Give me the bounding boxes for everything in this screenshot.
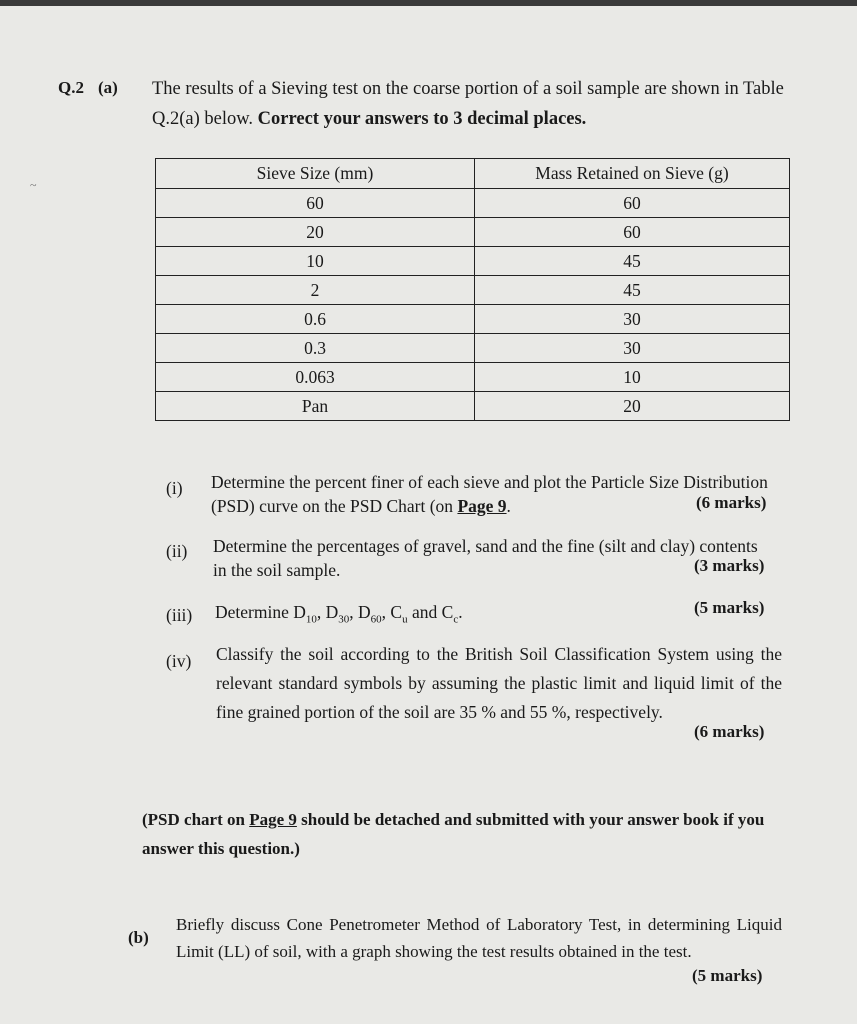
subquestion-iii-text: Determine $D_{10}$, $D_{30}$, $D_{60}$, $C_u$ and $C_c$.	[215, 602, 463, 626]
psd-chart-note	[142, 805, 792, 863]
table-row	[156, 247, 790, 276]
subquestion-i-number: (i)	[166, 478, 183, 498]
subquestion-i-end: .	[506, 496, 511, 516]
mass-cell: 20	[475, 392, 790, 421]
subquestion-iv-marks: (6 marks)	[694, 722, 765, 741]
d30-symbol: $D_{30}$,	[325, 602, 354, 626]
intro-text: The results of a Sieving test on the coarse portion of a soil sample are shown in Table Q.2(a) below.	[152, 79, 784, 129]
mass-cell: 30	[475, 334, 790, 363]
d10-symbol: $D_{10}$,	[293, 602, 322, 626]
sieve-size-cell: 0.063	[156, 363, 475, 392]
sieve-size-cell: 2	[156, 276, 475, 305]
subquestion-iv-text: Classify the soil according to the British Soil Classification System using the relevant standard symbols by assuming the plastic limit and liquid limit of the fine grained portion of the soil are 35 % and 55 %, respectively.	[216, 644, 782, 722]
subquestion-ii-marks: (3 marks)	[694, 556, 765, 575]
mass-cell: 45	[475, 247, 790, 276]
subquestion-ii-text: Determine the percentages of gravel, sand and the fine (silt and clay) contents in the soil sample.	[213, 536, 758, 580]
sieve-size-cell: 0.6	[156, 305, 475, 334]
table-row	[156, 218, 790, 247]
cu-symbol: $C_u$	[390, 602, 408, 626]
sieve-size-cell: 0.3	[156, 334, 475, 363]
top-edge	[0, 0, 857, 6]
subquestion-i-marks: (6 marks)	[696, 493, 767, 512]
note-suffix: should be detached and submitted with your answer book if you answer this question.)	[142, 810, 765, 858]
table-row	[156, 305, 790, 334]
sieve-size-cell: 10	[156, 247, 475, 276]
question-intro	[152, 74, 812, 134]
part-b-marks: (5 marks)	[692, 966, 763, 985]
question-number: Q.2	[58, 78, 84, 97]
subquestion-i-body: Determine the percent finer of each sieve and plot the Particle Size Distribution (PSD) curve on the PSD Chart (on	[211, 472, 768, 516]
sieve-size-cell: Pan	[156, 392, 475, 421]
subquestion-iv-number: (iv)	[166, 651, 192, 671]
sieve-table	[155, 158, 790, 421]
subquestion-ii-number: (ii)	[166, 541, 188, 561]
note-page-link: Page 9	[249, 810, 297, 829]
table-row	[156, 189, 790, 218]
sieve-size-cell: 60	[156, 189, 475, 218]
page-9-link: Page 9	[457, 496, 507, 516]
subquestion-iii-prefix: Determine	[215, 602, 289, 622]
mass-cell: 10	[475, 363, 790, 392]
table-row	[156, 276, 790, 305]
mass-cell: 45	[475, 276, 790, 305]
part-a-label: (a)	[98, 78, 118, 97]
sieve-size-cell: 20	[156, 218, 475, 247]
margin-mark: ~	[30, 178, 37, 192]
subquestion-iii-marks: (5 marks)	[694, 598, 765, 617]
table-row	[156, 363, 790, 392]
d60-symbol: $D_{60}$,	[358, 602, 387, 626]
mass-cell: 60	[475, 218, 790, 247]
note-prefix: (PSD chart on	[142, 810, 245, 829]
subquestion-iii-number: (iii)	[166, 605, 193, 625]
header-mass-retained: Mass Retained on Sieve (g)	[475, 159, 790, 189]
part-b-label: (b)	[128, 928, 149, 947]
cc-symbol: $C_c$.	[441, 602, 463, 626]
header-sieve-size: Sieve Size (mm)	[156, 159, 475, 189]
mass-cell: 60	[475, 189, 790, 218]
part-b-text: Briefly discuss Cone Penetrometer Method of Laboratory Test, in determining Liquid Limit (LL) of soil, with a graph showing the test results obtained in the test.	[176, 915, 782, 961]
mass-cell: 30	[475, 305, 790, 334]
intro-instruction: Correct your answers to 3 decimal places.	[257, 109, 587, 129]
table-header-row	[156, 159, 790, 189]
table-row	[156, 334, 790, 363]
table-row	[156, 392, 790, 421]
